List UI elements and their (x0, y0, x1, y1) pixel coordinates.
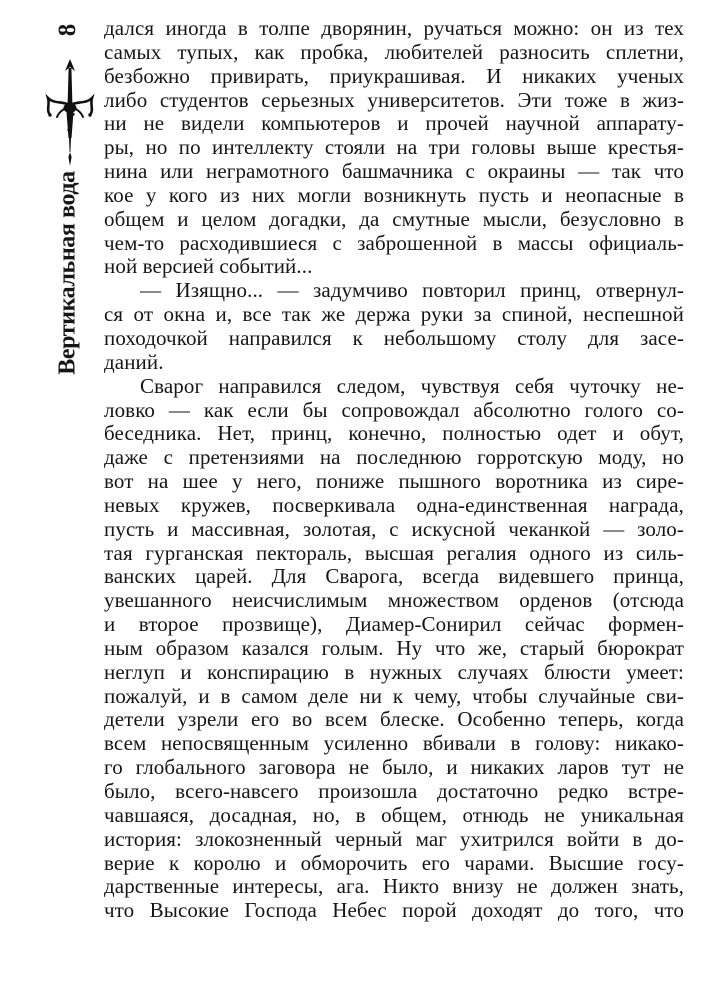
text-line: походочкой направился к небольшому столу для засе- (104, 325, 684, 350)
text-line: дарственные интересы, ага. Никто внизу не должен знать, (104, 874, 684, 899)
text-line: вот на шее у него, пониже пышного воротника из сире- (104, 469, 684, 494)
paragraph (104, 375, 684, 923)
page-number: 8 (54, 23, 81, 37)
text-line: самых тупых, как пробка, любителей разносить сплетни, (104, 39, 684, 64)
text-line: Сварог направился следом, чувствуя себя чуточку не- (140, 373, 684, 398)
text-line: и второе прозвище), Диамер-Сонирил сейчас формен- (104, 612, 684, 637)
dagger-icon (43, 58, 97, 168)
text-line: даний. (104, 349, 164, 374)
text-line: невых кружев, посверкивала одна-единственная награда, (104, 492, 684, 517)
text-line: пусть и массивная, золотая, с искусной чеканкой — золо- (104, 516, 684, 541)
text-line: го глобального заговора не было, и никаких ларов тут не (104, 755, 684, 780)
text-line: беседника. Нет, принц, конечно, полностью одет и обут, (104, 421, 684, 446)
text-line: кое у кого из них могли возникнуть пусть и неопасные в (104, 182, 684, 207)
text-line: ни не видели компьютеров и прочей научной аппарату- (104, 111, 684, 136)
text-line: даже с претензиями на последнюю горротскую моду, но (104, 445, 684, 470)
text-line: дался иногда в толпе дворянин, ручаться можно: он из тех (104, 16, 684, 40)
text-line: ся от окна и, все так же держа руки за спиной, неспешной (104, 302, 684, 327)
text-line: пожалуй, и в самом деле ни к чему, чтобы случайные сви- (104, 683, 684, 708)
running-title: Вертикальная вода (54, 171, 81, 375)
text-line: детели узрели его во всем блеске. Особенно теперь, когда (104, 707, 684, 732)
text-line: чем-то расходившиеся с заброшенной в массы официаль- (104, 230, 684, 255)
text-line: неглуп и конспирацию в нужных случаях блюсти умеет: (104, 659, 684, 684)
text-line: ванских царей. Для Сварога, всегда видевшего принца, (104, 564, 684, 589)
text-line: общем и целом догадки, да смутные мысли, безусловно в (104, 206, 684, 231)
text-line: ловко — как если бы сопровождал абсолютно голого со- (104, 397, 684, 422)
text-line: чавшаяся, досадная, но, в общем, отнюдь не уникальная (104, 802, 684, 827)
text-line: либо студентов серьезных университетов. Эти тоже в жиз- (104, 87, 684, 112)
text-line: верие к королю и обморочить его чарами. Высшие госу- (104, 850, 684, 875)
text-block (104, 17, 684, 923)
text-line: всем непосвященным усиленно вбивали в голову: никако- (104, 731, 684, 756)
text-line: ной версией событий... (104, 254, 313, 279)
paragraph (104, 279, 684, 374)
text-line: — Изящно... — задумчиво повторил принц, отвернул- (140, 278, 684, 303)
paragraph (104, 17, 684, 279)
text-line: безбожно привирать, приукрашивая. И никаких ученых (104, 63, 684, 88)
text-line: нина или неграмотного башмачника с окраины — так что (104, 159, 684, 184)
text-line: что Высокие Господа Небес порой доходят до того, что (104, 898, 684, 923)
text-line: ным образом казался голым. Ну что же, старый бюрократ (104, 635, 684, 660)
text-line: история: злокозненный черный маг ухитрился войти в до- (104, 826, 684, 851)
text-line: ры, но по интеллекту стояли на три головы выше крестья- (104, 135, 684, 160)
text-line: тая гурганская пектораль, высшая регалия одного из силь- (104, 540, 684, 565)
text-line: увешанного неисчислимым множеством орденов (отсюда (104, 588, 684, 613)
text-line: было, всего-навсего произошла достаточно редко встре- (104, 779, 684, 803)
